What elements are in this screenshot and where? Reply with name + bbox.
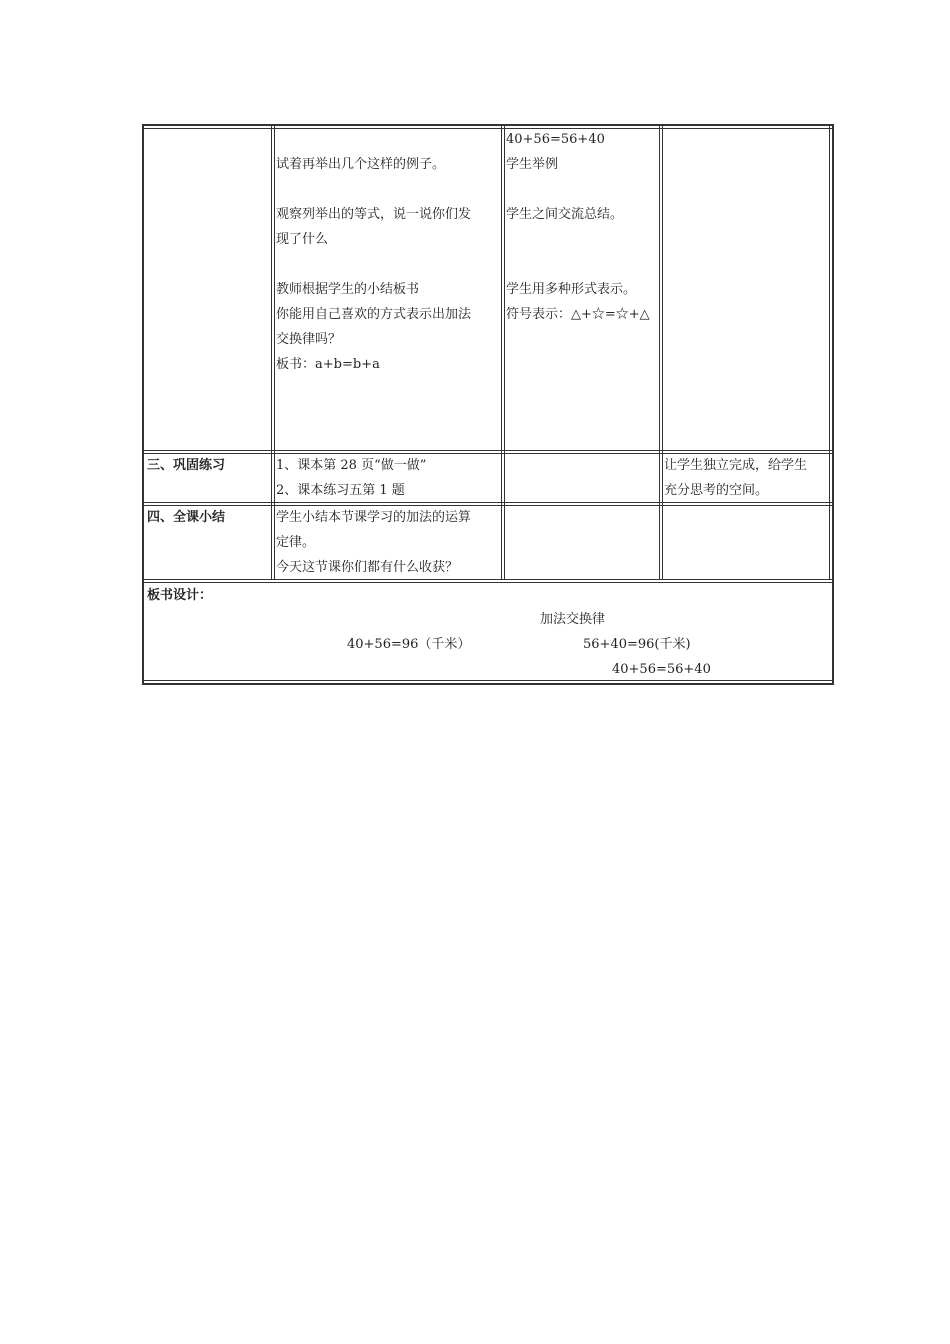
board-equation: 40+56=96（千米） xyxy=(347,637,471,652)
grid-line xyxy=(274,126,275,580)
teacher-activity-text: 试着再举出几个这样的例子。 xyxy=(276,157,446,172)
grid-line xyxy=(144,450,832,451)
stage-label: 四、全课小结 xyxy=(147,510,226,525)
teacher-activity-text: 定律。 xyxy=(276,535,316,550)
teacher-activity-text: 教师根据学生的小结板书 xyxy=(276,282,420,297)
teacher-activity-text: 1、课本第 28 页“做一做” xyxy=(276,458,427,473)
teacher-activity-text: 观察列举出的等式，说一说你们发 xyxy=(276,207,472,222)
student-activity-text: 学生举例 xyxy=(506,157,559,172)
grid-line xyxy=(271,126,272,580)
teacher-activity-text: 你能用自己喜欢的方式表示出加法 xyxy=(276,307,472,322)
grid-line xyxy=(144,680,832,681)
design-intent-text: 充分思考的空间。 xyxy=(664,483,769,498)
board-equation: 40+56=56+40 xyxy=(612,662,711,677)
grid-line xyxy=(662,126,663,580)
grid-line xyxy=(144,505,832,506)
student-activity-text: 符号表示：△+☆=☆+△ xyxy=(506,307,650,322)
teacher-activity-text: 2、课本练习五第 1 题 xyxy=(276,483,405,498)
teacher-activity-text: 交换律吗？ xyxy=(276,332,342,347)
board-title: 加法交换律 xyxy=(540,612,606,627)
student-activity-text: 学生用多种形式表示。 xyxy=(506,282,637,297)
lesson-plan-table xyxy=(142,124,834,685)
teacher-activity-text: 现了什么 xyxy=(276,232,329,247)
teacher-activity-text: 学生小结本节课学习的加法的运算 xyxy=(276,510,472,525)
stage-label: 三、巩固练习 xyxy=(147,458,226,473)
teacher-activity-text: 今天这节课你们都有什么收获？ xyxy=(276,560,459,575)
grid-line xyxy=(501,126,502,580)
student-activity-text: 40+56=56+40 xyxy=(506,132,605,147)
grid-line xyxy=(144,128,832,129)
grid-line xyxy=(144,582,832,583)
grid-line xyxy=(144,579,832,580)
student-activity-text: 学生之间交流总结。 xyxy=(506,207,624,222)
board-design-heading: 板书设计： xyxy=(147,588,213,603)
grid-line xyxy=(659,126,660,580)
design-intent-text: 让学生独立完成，给学生 xyxy=(664,458,808,473)
grid-line xyxy=(829,126,830,580)
grid-line xyxy=(504,126,505,580)
board-equation: 56+40=96(千米) xyxy=(583,637,691,652)
teacher-activity-text: 板书：a+b=b+a xyxy=(276,357,380,372)
